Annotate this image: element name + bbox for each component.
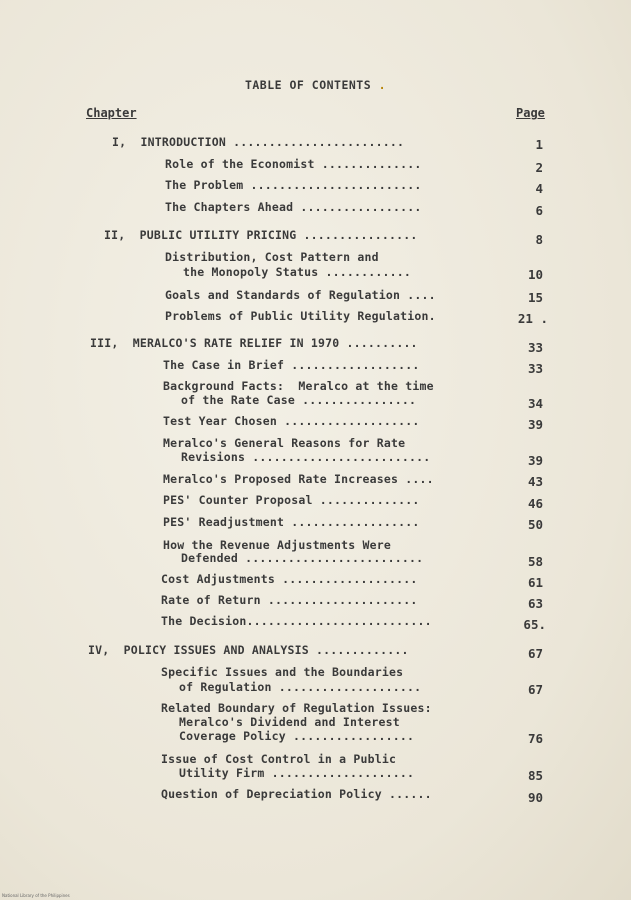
- toc-page: 85: [527, 768, 543, 783]
- toc-page: 10: [527, 267, 543, 282]
- toc-entry: The Case in Brief ..................: [163, 358, 420, 372]
- toc-entry: Meralco's Dividend and Interest: [179, 715, 400, 729]
- toc-page: 33: [527, 340, 543, 355]
- toc-entry: PES' Counter Proposal ..............: [163, 493, 420, 507]
- toc-entry: The Decision..........................: [161, 614, 432, 628]
- toc-page: 2: [535, 160, 543, 175]
- toc-entry-ch2: II, PUBLIC UTILITY PRICING ................: [104, 228, 418, 242]
- toc-page: 61: [527, 575, 543, 590]
- toc-entry-ch1: I, INTRODUCTION ........................: [112, 135, 405, 149]
- chapter-column-header: Chapter: [86, 106, 137, 120]
- toc-entry: Related Boundary of Regulation Issues:: [161, 701, 432, 715]
- toc-entry: The Problem ........................: [165, 178, 422, 192]
- toc-page: 43: [527, 474, 543, 489]
- toc-entry: Meralco's General Reasons for Rate: [163, 436, 406, 450]
- toc-entry: Distribution, Cost Pattern and: [165, 250, 379, 264]
- toc-page: 76: [527, 731, 543, 746]
- title-mark: .: [378, 78, 387, 92]
- toc-entry: How the Revenue Adjustments Were: [163, 538, 391, 552]
- toc-page: 1: [535, 137, 543, 152]
- toc-entry: Question of Depreciation Policy ......: [161, 787, 432, 801]
- toc-page: 63: [527, 596, 543, 611]
- toc-entry: Specific Issues and the Boundaries: [161, 665, 404, 679]
- page-title: [0, 78, 631, 92]
- toc-page: 46: [527, 496, 543, 511]
- toc-entry: Issue of Cost Control in a Public: [161, 752, 397, 766]
- toc-page: 50: [527, 517, 543, 532]
- toc-entry: of the Rate Case ................: [181, 393, 417, 407]
- toc-entry: Cost Adjustments ...................: [161, 572, 418, 586]
- toc-page: 39: [527, 417, 543, 432]
- toc-page: 15: [527, 290, 543, 305]
- toc-page: 33: [527, 361, 543, 376]
- toc-entry: Rate of Return .....................: [161, 593, 418, 607]
- toc-entry: Utility Firm ....................: [179, 766, 415, 780]
- toc-entry: Background Facts: Meralco at the time: [163, 379, 434, 393]
- toc-entry: Meralco's Proposed Rate Increases ....: [163, 472, 434, 486]
- toc-entry: the Monopoly Status ............: [183, 265, 411, 279]
- toc-entry: Problems of Public Utility Regulation.: [165, 309, 436, 323]
- toc-page: 8: [535, 232, 543, 247]
- toc-entry: of Regulation ....................: [179, 680, 422, 694]
- toc-entry-ch3: III, MERALCO'S RATE RELIEF IN 1970 ..........: [90, 336, 418, 350]
- toc-entry: Goals and Standards of Regulation ....: [165, 288, 436, 302]
- footer-credit: National Library of the Philippines: [2, 893, 70, 898]
- toc-entry-ch4: IV, POLICY ISSUES AND ANALYSIS .............: [88, 643, 409, 657]
- title-text: TABLE OF CONTENTS: [244, 78, 372, 92]
- page-column-header: Page: [516, 106, 545, 120]
- toc-entry: PES' Readjustment ..................: [163, 515, 420, 529]
- toc-entry: Defended .........................: [181, 551, 424, 565]
- toc-entry: Revisions .........................: [181, 450, 431, 464]
- toc-entry: Test Year Chosen ...................: [163, 414, 420, 428]
- toc-page: 67: [527, 646, 543, 661]
- toc-page: 6: [535, 203, 543, 218]
- toc-page: 34: [527, 396, 543, 411]
- toc-page: 58: [527, 554, 543, 569]
- toc-page: 65.: [523, 617, 546, 632]
- toc-page: 90: [527, 790, 543, 805]
- toc-page: 4: [535, 181, 543, 196]
- toc-entry: Role of the Economist ..............: [165, 157, 422, 171]
- toc-entry: Coverage Policy .................: [179, 729, 415, 743]
- toc-page: 21 .: [517, 311, 548, 326]
- toc-entry: The Chapters Ahead .................: [165, 200, 422, 214]
- toc-page: 39: [527, 453, 543, 468]
- toc-page: 67: [527, 682, 543, 697]
